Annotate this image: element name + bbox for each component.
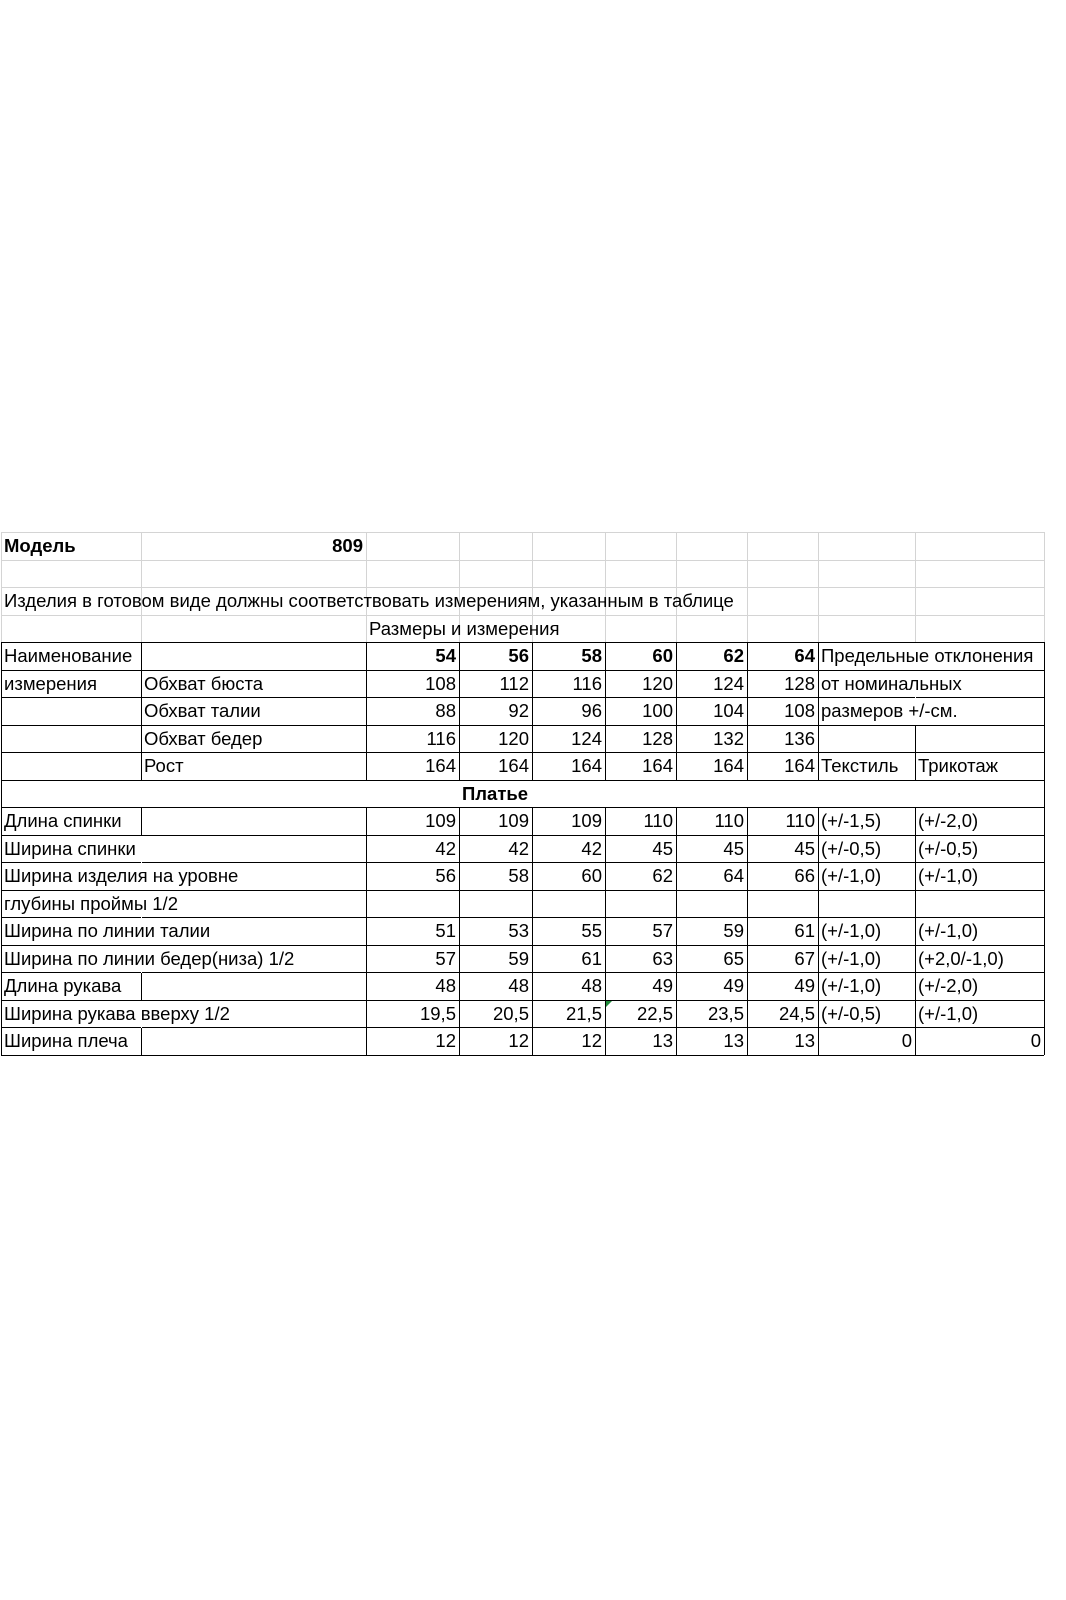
size-header: 64 (794, 645, 815, 666)
textile-tolerance: (+/-1,0) (821, 920, 882, 941)
knit-tolerance: (+2,0/-1,0) (918, 948, 1004, 969)
model-number: 809 (332, 535, 363, 556)
garment-row-label: Ширина изделия на уровне (4, 865, 239, 886)
body-measure-value: 120 (498, 728, 529, 749)
body-measure-label: Рост (144, 755, 184, 776)
body-measure-value: 164 (498, 755, 529, 776)
body-measure-value: 164 (713, 755, 744, 776)
garment-row-value: 49 (723, 975, 744, 996)
garment-row-label: глубины проймы 1/2 (4, 893, 178, 914)
garment-row-value: 65 (723, 948, 744, 969)
body-measure-value: 128 (642, 728, 673, 749)
garment-row-value: 48 (435, 975, 456, 996)
garment-row-value: 19,5 (419, 1003, 456, 1024)
body-measure-value: 108 (784, 700, 815, 721)
garment-row-value (605, 890, 676, 918)
garment-row-value: 22,5 (636, 1003, 673, 1024)
knit-tolerance: (+/-2,0) (918, 810, 979, 831)
cell-error-indicator-icon (606, 1001, 612, 1007)
knit-tolerance: (+/-2,0) (918, 975, 979, 996)
garment-row-value: 110 (785, 810, 815, 831)
garment-row-value: 59 (508, 948, 529, 969)
garment-row-value: 48 (581, 975, 602, 996)
garment-row-value: 45 (794, 838, 815, 859)
garment-row-value: 60 (581, 865, 602, 886)
garment-row-value: 110 (643, 810, 673, 831)
garment-row-value: 21,5 (565, 1003, 602, 1024)
textile-header: Текстиль (821, 755, 899, 776)
garment-row-value (459, 890, 532, 918)
textile-tolerance: (+/-0,5) (821, 1003, 882, 1024)
garment-row-value: 109 (425, 810, 456, 831)
body-measure-value: 112 (499, 673, 529, 694)
garment-row-value: 45 (723, 838, 744, 859)
garment-row-value: 56 (435, 865, 456, 886)
garment-row-value: 42 (581, 838, 602, 859)
body-measure-value: 164 (642, 755, 673, 776)
garment-row-value: 109 (498, 810, 529, 831)
spreadsheet-table (1, 532, 1044, 1055)
body-measure-value: 124 (713, 673, 744, 694)
name-header: Наименование (4, 645, 133, 666)
body-measure-value: 120 (642, 673, 673, 694)
garment-row-value: 61 (794, 920, 815, 941)
name-header-2: измерения (4, 673, 97, 694)
garment-row-value: 58 (508, 865, 529, 886)
knit-tolerance: (+/-0,5) (918, 838, 979, 859)
body-measure-value: 164 (784, 755, 815, 776)
textile-tolerance: (+/-1,0) (821, 948, 882, 969)
garment-row-value: 51 (435, 920, 456, 941)
garment-row-value: 49 (652, 975, 673, 996)
body-measure-value: 164 (571, 755, 602, 776)
garment-row-value: 42 (508, 838, 529, 859)
body-measure-value: 132 (713, 728, 744, 749)
body-measure-value: 116 (426, 728, 456, 749)
body-measure-value: 104 (713, 700, 744, 721)
garment-row-value: 57 (435, 948, 456, 969)
note-text: Изделия в готовом виде должны соответствовать измерениям, указанным в таблице (4, 590, 734, 611)
body-measure-label: Обхват бюста (144, 673, 264, 694)
garment-row-value: 13 (652, 1030, 673, 1051)
body-measure-value: 164 (425, 755, 456, 776)
garment-title: Платье (462, 783, 529, 804)
garment-row-value: 48 (508, 975, 529, 996)
garment-row-label: Длина рукава (4, 975, 122, 996)
garment-row-value: 61 (581, 948, 602, 969)
garment-row-label: Ширина рукава вверху 1/2 (4, 1003, 230, 1024)
model-label: Модель (4, 535, 76, 556)
garment-row-value: 13 (794, 1030, 815, 1051)
garment-row-value: 66 (794, 865, 815, 886)
deviation-header: размеров +/-см. (821, 700, 958, 721)
body-measure-value: 92 (508, 700, 529, 721)
body-measure-value: 124 (571, 728, 602, 749)
garment-row-value: 57 (652, 920, 673, 941)
deviation-header: Предельные отклонения (821, 645, 1034, 666)
garment-row-value (747, 890, 818, 918)
textile-tolerance: (+/-1,0) (821, 975, 882, 996)
body-measure-value: 116 (572, 673, 602, 694)
knit-tolerance: (+/-1,0) (918, 865, 979, 886)
size-header: 56 (508, 645, 529, 666)
garment-row-value: 20,5 (492, 1003, 529, 1024)
body-measure-value: 136 (784, 728, 815, 749)
knit-tolerance: (+/-1,0) (918, 1003, 979, 1024)
garment-row-label: Ширина спинки (4, 838, 136, 859)
garment-row-value: 109 (571, 810, 602, 831)
textile-tolerance: (+/-0,5) (821, 838, 882, 859)
garment-row-value: 62 (652, 865, 673, 886)
garment-row-value: 55 (581, 920, 602, 941)
garment-row-label: Ширина плеча (4, 1030, 128, 1051)
garment-row-label: Ширина по линии талии (4, 920, 211, 941)
textile-tolerance (818, 890, 915, 918)
gridline-h (1, 560, 1044, 561)
garment-row-value: 24,5 (778, 1003, 815, 1024)
garment-row-value: 64 (723, 865, 744, 886)
size-header: 54 (435, 645, 456, 666)
garment-row-value: 12 (435, 1030, 456, 1051)
garment-row-value: 49 (794, 975, 815, 996)
size-header: 58 (581, 645, 602, 666)
garment-row-value: 59 (723, 920, 744, 941)
garment-row-value (366, 890, 459, 918)
garment-row-value: 23,5 (707, 1003, 744, 1024)
garment-row-value: 63 (652, 948, 673, 969)
size-header: 60 (652, 645, 673, 666)
garment-row-value (676, 890, 747, 918)
body-measure-value: 88 (435, 700, 456, 721)
garment-row-label: Длина спинки (4, 810, 122, 831)
garment-row-value: 53 (508, 920, 529, 941)
size-header: 62 (723, 645, 744, 666)
knit-header: Трикотаж (918, 755, 998, 776)
body-measure-value: 96 (581, 700, 602, 721)
knit-tolerance: 0 (1030, 1030, 1041, 1051)
garment-row-value (532, 890, 605, 918)
garment-row-value: 12 (508, 1030, 529, 1051)
garment-row-value: 13 (723, 1030, 744, 1051)
garment-row-value: 42 (435, 838, 456, 859)
body-measure-label: Обхват бедер (144, 728, 263, 749)
body-measure-value: 100 (642, 700, 673, 721)
border-h (1, 1055, 1044, 1056)
deviation-header: от номинальных (821, 673, 962, 694)
body-measure-value: 108 (425, 673, 456, 694)
body-measure-label: Обхват талии (144, 700, 261, 721)
textile-tolerance: (+/-1,0) (821, 865, 882, 886)
knit-tolerance (915, 890, 1044, 918)
garment-row-value: 12 (581, 1030, 602, 1051)
border-v (1044, 642, 1045, 1055)
garment-row-value: 45 (652, 838, 673, 859)
knit-tolerance: (+/-1,0) (918, 920, 979, 941)
garment-row-value: 110 (714, 810, 744, 831)
sizes-title: Размеры и измерения (369, 618, 560, 639)
garment-row-label: Ширина по линии бедер(низа) 1/2 (4, 948, 295, 969)
textile-tolerance: (+/-1,5) (821, 810, 882, 831)
body-measure-value: 128 (784, 673, 815, 694)
textile-tolerance: 0 (901, 1030, 912, 1051)
garment-row-value: 67 (794, 948, 815, 969)
